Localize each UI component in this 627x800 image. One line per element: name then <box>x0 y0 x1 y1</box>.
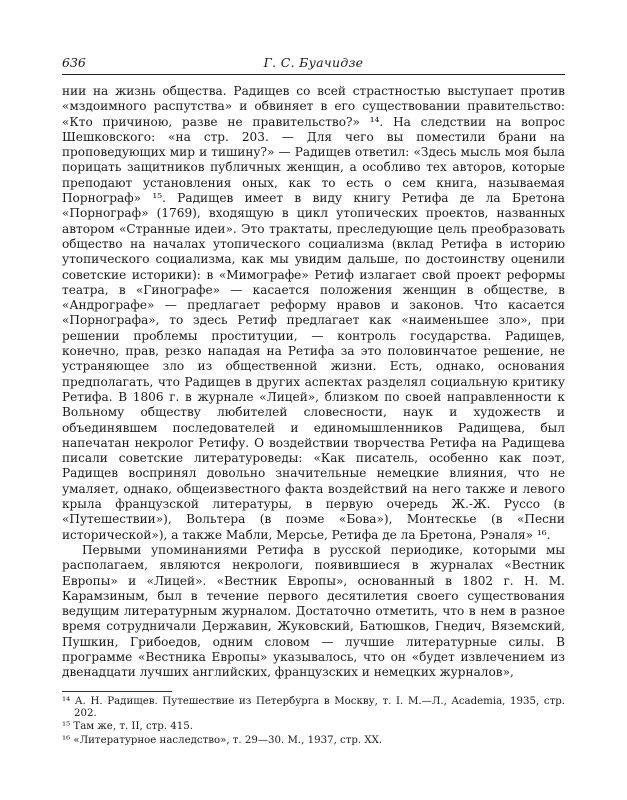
footnotes <box>62 696 565 748</box>
page-number: 636 <box>62 55 86 70</box>
footnote-15: ¹⁵ Там же, т. II, стр. 415. <box>62 721 193 733</box>
footnote-16: ¹⁶ «Литературное наследство», т. 29—30. М., 1937, стр. XX. <box>62 734 383 746</box>
paragraph-2: Первыми упоминаниями Ретифа в русской периодике, которыми мы располагаем, являются некрологи, появившиеся в журналах «Вестник Европы» и «Лицей». «Вестник Европы», основанный в 1802 г. Н. М. Карамзиным, был в течение первого десятилетия своего существования ведущим литературным журналом. Достаточно отметить, что в нем в разное время сотрудничали Державин, Жуковский, Батюшков, Гнедич, Вяземский, Пушкин, Грибоедов, одним словом — лучшие литературные силы. В программе «Вестника Европы» указывалось, что он «будет извлечением из двенадцати лучших английских, французских и немецких журналов», <box>62 542 565 680</box>
paragraph-1: нии на жизнь общества. Радищев со всей страстностью выступает против «мздоимного распутства» и обвиняет в его существовании правительство: «Кто причиною, разве не правительство?» ¹⁴. На следствии на вопрос Шешковского: «на стр. 203. — Для чего вы поместили брани на проповедующих мир и тишину?» — Радищев ответил: «Здесь мысль моя была порицать защитников публичных женщин, а особливо тех авторов, которые преподают установления оных, как то есть о сем книга, называемая Порнограф» ¹⁵. Радищев имеет в виду книгу Ретифа де ла Бретона «Порнограф» (1769), входящую в цикл утопических проектов, названных автором «Странные идеи». Это трактаты, преследующие цель преобразовать общество на началах утопического социализма (вклад Ретифа в историю утопического социализма, как мы увидим дальше, по достоинству оценили советские историки): в «Мимографе» Ретиф излагает свой проект реформы театра, в «Гинографе» — касается положения женщин в обществе, в «Андрографе» — предлагает реформу нравов и законов. Что касается «Порнографа», то здесь Ретиф предлагает как «наименьшее зло», при решении проблемы проституции, — контроль государства. Радищев, конечно, прав, резко нападая на Ретифа за это половинчатое решение, не устраняющее зло из общественной жизни. Есть, однако, основания предполагать, что Радищев в других аспектах разделял социальную критику Ретифа. В 1806 г. в журнале «Лицей», близком по своей направленности к Вольному обществу любителей словесности, наук и художеств и объединявшем последователей и единомышленников Радищева, был напечатан некролог Ретифу. О воздействии творчества Ретифа на Радищева писали советские литературоведы: «Как писатель, особенно как поэт, Радищев воспринял довольно значительные немецкие влияния, что не умаляет, однако, общеизвестного факта воздействий на него также и левого крыла французской литературы, в первую очередь Ж.-Ж. Руссо (в «Путешествии»), Вольтера (в поэме «Бова»), Монтескье (в «Песни исторической»), а также Мабли, Мерсье, Ретифа де ла Бретона, Рэналя» ¹⁶. <box>62 84 565 542</box>
page-header <box>62 48 565 75</box>
main-text <box>62 84 565 681</box>
footnote-14: ¹⁴ А. Н. Радищев. Путешествие из Петербурга в Москву, т. I. М.—Л., Academia, 1935, стр. 202. <box>62 695 565 719</box>
running-head: Г. С. Буачидзе <box>263 55 364 70</box>
footnote-divider <box>62 691 172 692</box>
book-page <box>62 48 565 748</box>
